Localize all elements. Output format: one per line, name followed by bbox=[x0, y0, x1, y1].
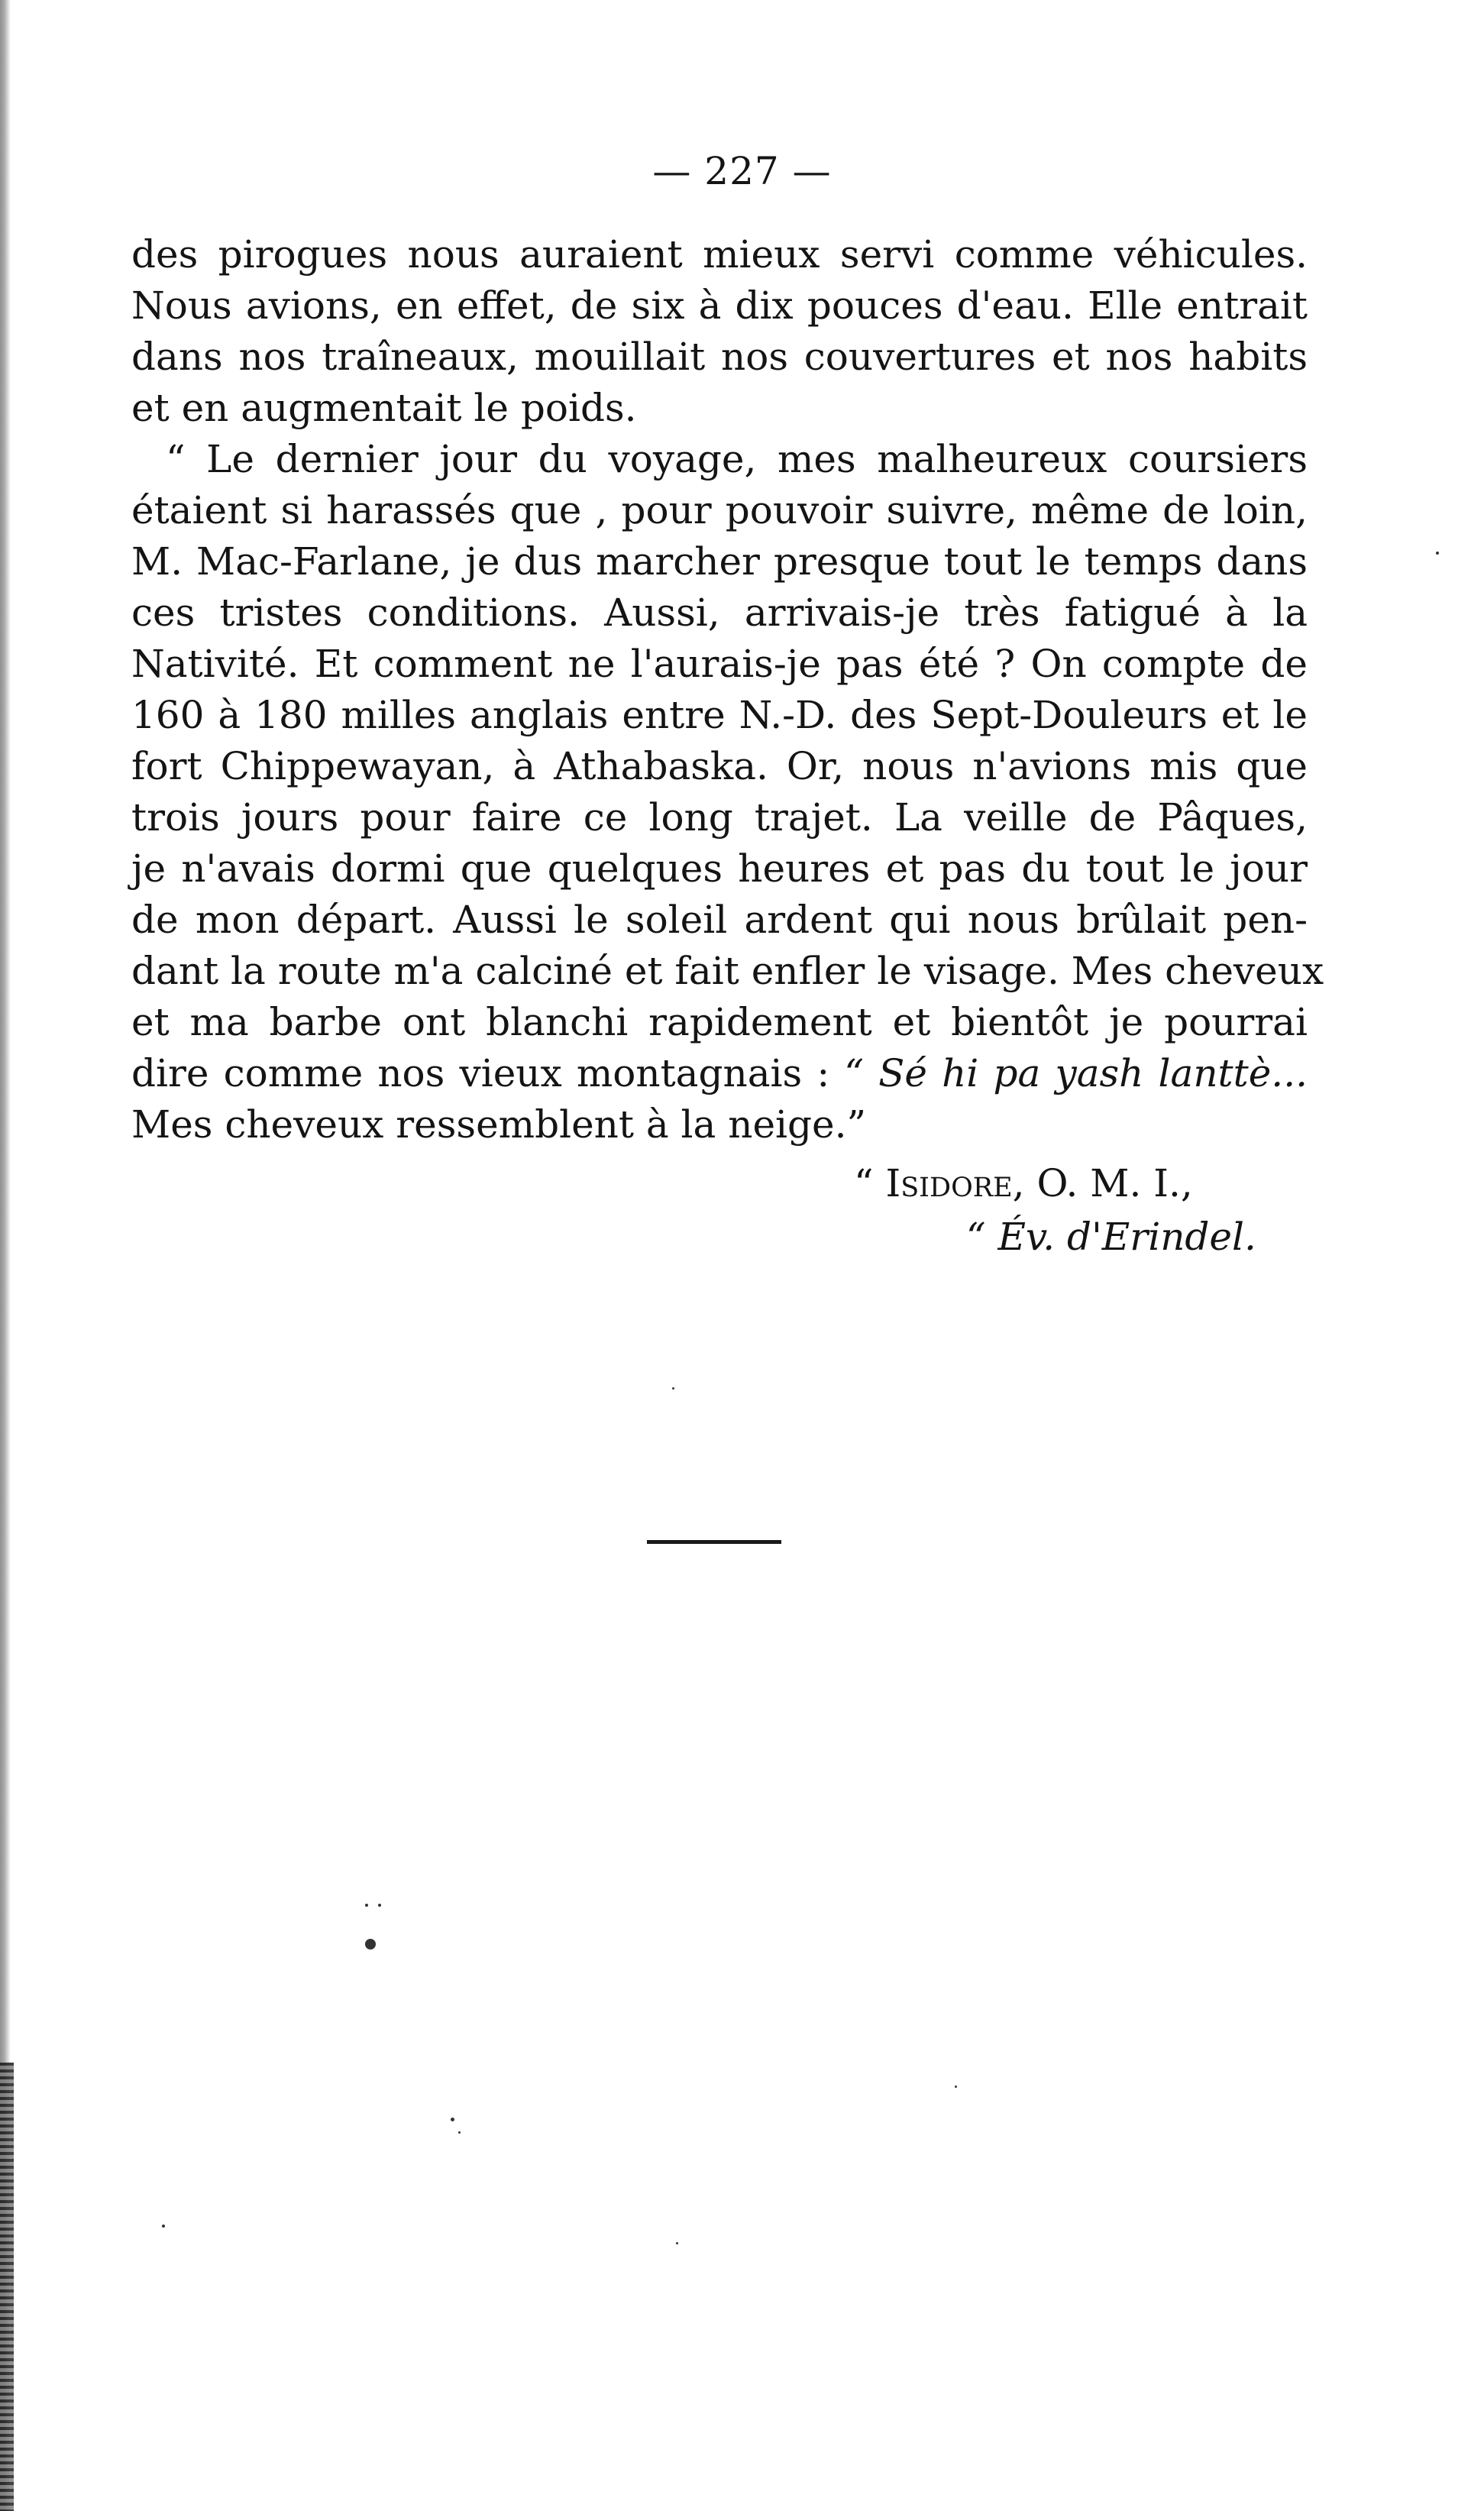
ink-speck bbox=[365, 1904, 368, 1907]
ink-speck bbox=[1436, 552, 1439, 555]
text-line: dans nos traîneaux, mouillait nos couvertures et nos habits bbox=[131, 335, 1308, 379]
text-line: 160 à 180 milles anglais entre N.-D. des Sept-Douleurs et le bbox=[131, 693, 1308, 737]
text-line: de mon départ. Aussi le soleil ardent qui nous brûlait pen- bbox=[131, 898, 1308, 942]
quote-italic: “ Sé hi pa yash lanttè... bbox=[844, 1051, 1308, 1095]
signature-name: “ Isidore, O. M. I., bbox=[854, 1161, 1193, 1205]
signature-title: “ Év. d'Erindel. bbox=[966, 1215, 1256, 1259]
ink-speck bbox=[162, 2225, 165, 2228]
ink-speck bbox=[672, 1387, 674, 1390]
text-line: Nous avions, en effet, de six à dix pouces d'eau. Elle entrait bbox=[131, 283, 1308, 328]
ink-speck bbox=[955, 2085, 957, 2088]
ink-speck bbox=[451, 2118, 454, 2121]
ink-speck bbox=[676, 2242, 678, 2244]
scan-edge-binding bbox=[0, 2063, 14, 2511]
text-line: étaient si harassés que , pour pouvoir suivre, même de loin, bbox=[131, 488, 1308, 532]
text-line: et en augmentait le poids. bbox=[131, 386, 637, 430]
text-line: Mes cheveux ressemblent à la neige.” bbox=[131, 1102, 867, 1147]
text-line: “ Le dernier jour du voyage, mes malheureux coursiers bbox=[166, 437, 1308, 481]
text-line: fort Chippewayan, à Athabaska. Or, nous n'avions mis que bbox=[131, 744, 1308, 788]
section-rule bbox=[647, 1540, 781, 1544]
ink-speck bbox=[365, 1939, 376, 1950]
text-line: Nativité. Et comment ne l'aurais-je pas été ? On compte de bbox=[131, 642, 1308, 686]
text-line: dant la route m'a calciné et fait enfler le visage. Mes cheveux bbox=[131, 949, 1324, 993]
text-line: des pirogues nous auraient mieux servi comme véhicules. bbox=[131, 232, 1308, 277]
text-line: M. Mac-Farlane, je dus marcher presque tout le temps dans bbox=[131, 539, 1308, 584]
body-text bbox=[131, 229, 1324, 1150]
text-line: trois jours pour faire ce long trajet. La veille de Pâques, bbox=[131, 795, 1308, 840]
text-line: et ma barbe ont blanchi rapidement et bientôt je pourrai bbox=[131, 1000, 1308, 1044]
text-line: je n'avais dormi que quelques heures et pas du tout le jour bbox=[131, 846, 1308, 891]
text-line-with-quote bbox=[131, 1048, 1308, 1099]
page-number: — 227 — bbox=[652, 149, 832, 193]
ink-speck bbox=[458, 2131, 461, 2134]
text-line: ces tristes conditions. Aussi, arrivais-je très fatigué à la bbox=[131, 591, 1308, 635]
text-line: dire comme nos vieux montagnais : bbox=[131, 1051, 830, 1095]
ink-speck bbox=[378, 1904, 381, 1907]
